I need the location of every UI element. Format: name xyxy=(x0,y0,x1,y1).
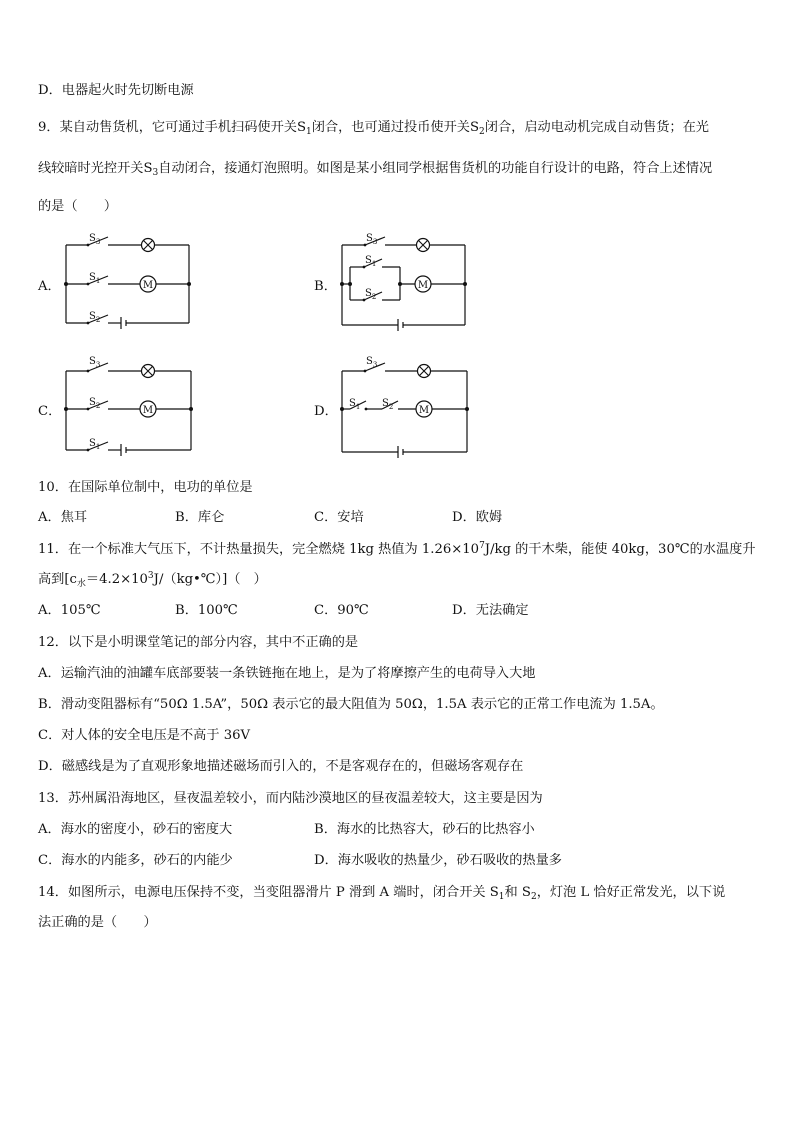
q12-option-d: D．磁感线是为了直观形象地描述磁场而引入的，不是客观存在的，但磁场客观存在 xyxy=(38,759,524,774)
motor-label: M xyxy=(418,405,430,416)
q11-text: 11．在一个标准大气压下，不计热量损失，完全燃烧 1kg 热值为 1.26×10 xyxy=(38,542,480,557)
switch-label: $S_3$ xyxy=(366,356,378,369)
q9-text: 闭合，也可通过投币使开关S xyxy=(311,120,480,135)
motor-label: M xyxy=(142,405,154,416)
prev-option-d: D．电器起火时先切断电源 xyxy=(38,83,194,98)
q11-text: ＝4.2×10 xyxy=(85,572,148,587)
q10-option-a: A．焦耳 xyxy=(38,510,88,525)
q9-text: 线较暗时光控开关S xyxy=(38,161,153,176)
q11-sup: 3 xyxy=(147,571,154,581)
q9-line3: 的是（ ） xyxy=(38,199,118,214)
q11-sup: 7 xyxy=(479,541,485,551)
switch-label: $S_1$ xyxy=(349,398,361,411)
q9-label-a: A． xyxy=(38,279,61,294)
q14-line1 xyxy=(38,884,725,903)
q11-text: J/（kg•℃）]（ ） xyxy=(153,572,267,587)
q11-text: 高到[c xyxy=(38,572,77,587)
q10-option-b: B．库仑 xyxy=(175,510,225,525)
switch-label: $S_2$ xyxy=(365,288,377,301)
switch-label: $S_3$ xyxy=(366,233,378,246)
switch-label: $S_3$ xyxy=(89,233,101,246)
q13-option-d: D．海水吸收的热量少，砂石吸收的热量多 xyxy=(314,853,562,868)
q14-text: ，灯泡 L 恰好正常发光，以下说 xyxy=(536,885,726,900)
switch-label: $S_1$ xyxy=(89,438,101,451)
q13-question: 13．苏州属沿海地区，昼夜温差较小，而内陆沙漠地区的昼夜温差较大，这主要是因为 xyxy=(38,791,543,806)
switch-label: $S_1$ xyxy=(365,255,377,268)
circuit-c xyxy=(66,363,191,456)
switch-label: $S_1$ xyxy=(89,272,101,285)
q11-sub: 水 xyxy=(76,579,86,589)
q14-line2: 法正确的是（ ） xyxy=(38,915,157,930)
q12-option-b: B．滑动变阻器标有“50Ω 1.5A”，50Ω 表示它的最大阻值为 50Ω，1.5A 表示它的正常工作电流为 1.5A。 xyxy=(38,697,664,712)
q9-text: 闭合，启动电动机完成自动售货；在光 xyxy=(484,120,709,135)
circuit-a xyxy=(66,237,189,329)
q9-text: 9．某自动售货机，它可通过手机扫码使开关S xyxy=(38,120,306,135)
q11-text: J/kg 的干木柴，能使 40kg，30℃的水温度升 xyxy=(484,542,756,557)
q12-question: 12．以下是小明课堂笔记的部分内容，其中不正确的是 xyxy=(38,635,359,650)
q9-label-d: D． xyxy=(314,404,338,419)
q10-question: 10．在国际单位制中，电功的单位是 xyxy=(38,480,253,495)
switch-label: $S_2$ xyxy=(89,397,101,410)
q9-label-b: B． xyxy=(314,279,337,294)
q14-text: 14．如图所示，电源电压保持不变，当变阻器滑片 P 滑到 A 端时，闭合开关 S xyxy=(38,885,499,900)
q11-option-b: B．100℃ xyxy=(175,603,238,618)
switch-label: $S_2$ xyxy=(89,311,101,324)
lamp-icon xyxy=(142,239,155,252)
q9-sub: 1 xyxy=(306,127,312,137)
q12-option-c: C．对人体的安全电压是不高于 36V xyxy=(38,728,251,743)
switch-label: $S_2$ xyxy=(382,398,394,411)
circuit-d xyxy=(342,363,467,458)
q11-option-d: D．无法确定 xyxy=(452,603,529,618)
circuit-b xyxy=(342,237,465,331)
q14-sub: 1 xyxy=(498,892,505,902)
q10-option-c: C．安培 xyxy=(314,510,364,525)
q11-option-a: A．105℃ xyxy=(38,603,101,618)
motor-label: M xyxy=(417,280,429,291)
q13-option-c: C．海水的内能多，砂石的内能少 xyxy=(38,853,233,868)
lamp-icon xyxy=(417,239,430,252)
q9-text: 自动闭合，接通灯泡照明。如图是某小组同学根据售货机的功能自行设计的电路，符合上述情况 xyxy=(158,161,713,176)
q9-sub: 2 xyxy=(479,127,485,137)
lamp-icon xyxy=(142,365,155,378)
q14-sub: 2 xyxy=(530,892,537,902)
q14-text: 和 S xyxy=(504,885,531,900)
q9-sub: 3 xyxy=(152,168,159,178)
lamp-icon xyxy=(418,365,431,378)
q11-line1 xyxy=(38,541,756,560)
motor-label: M xyxy=(142,280,154,291)
q12-option-a: A．运输汽油的油罐车底部要装一条铁链拖在地上，是为了将摩擦产生的电荷导入大地 xyxy=(38,666,536,681)
q10-option-d: D．欧姆 xyxy=(452,510,503,525)
q13-option-b: B．海水的比热容大，砂石的比热容小 xyxy=(314,822,535,837)
q13-option-a: A．海水的密度小，砂石的密度大 xyxy=(38,822,233,837)
q11-line2 xyxy=(38,571,267,590)
q9-label-c: C． xyxy=(38,404,62,419)
q11-option-c: C．90℃ xyxy=(314,603,369,618)
switch-label: $S_3$ xyxy=(89,356,101,369)
